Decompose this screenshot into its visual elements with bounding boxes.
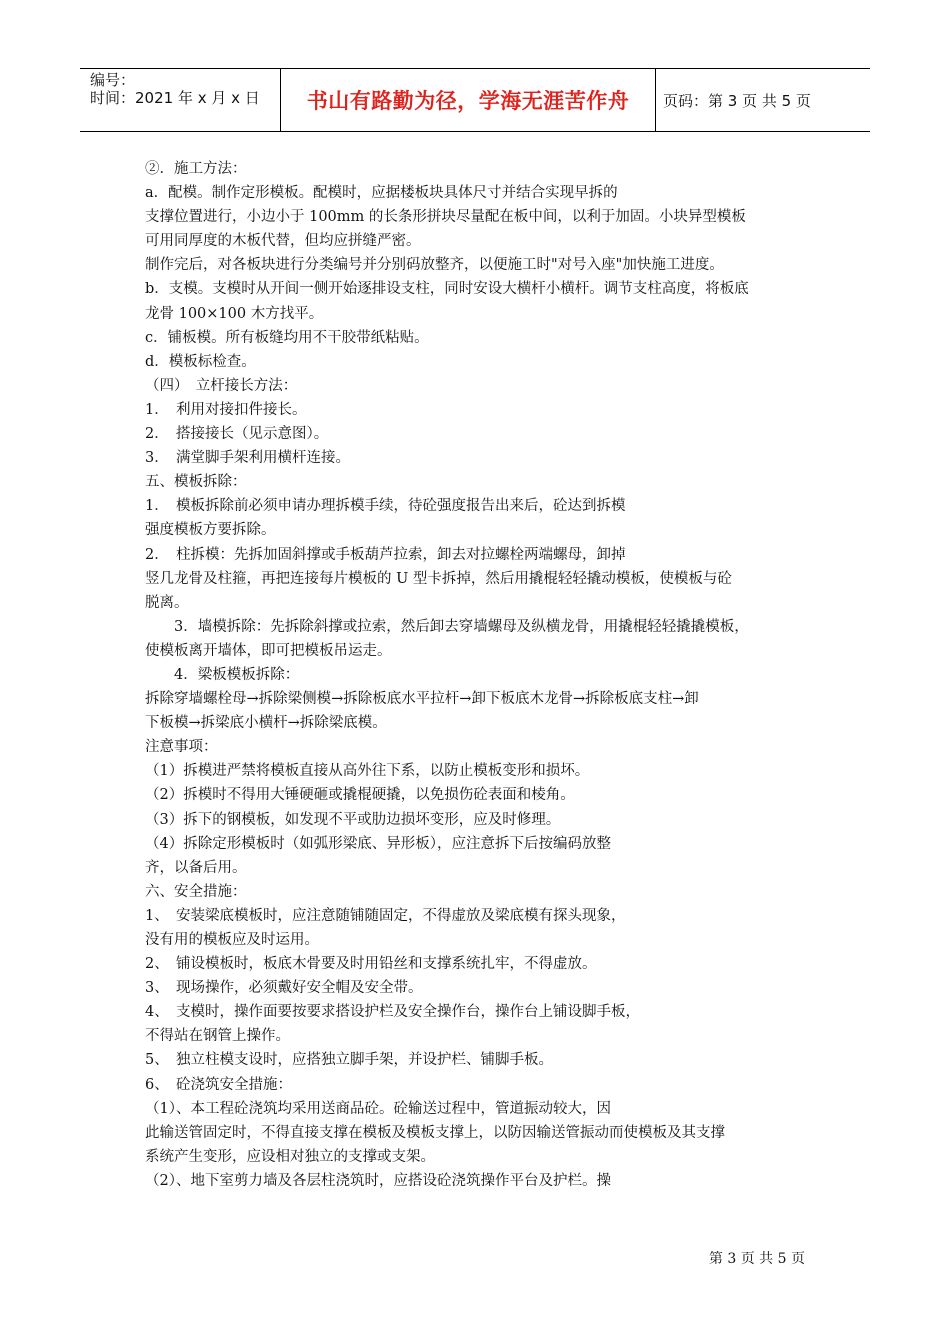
body-line: 支撑位置进行，小边小于 100mm 的长条形拼块尽量配在板中间，以利于加固。小块异型模板 bbox=[145, 209, 746, 226]
body-line: 注意事项： bbox=[145, 739, 218, 756]
body-line: 脱离。 bbox=[145, 594, 189, 611]
motto: 书山有路勤为径，学海无涯苦作舟 bbox=[306, 89, 630, 113]
body-line: 五、模板拆除： bbox=[145, 474, 247, 491]
page-footer: 第 3 页 共 5 页 bbox=[708, 1251, 805, 1267]
body-line: 竖几龙骨及柱箍，再把连接每片模板的 U 型卡拆掉，然后用撬棍轻轻撬动模板，使模板与砼 bbox=[145, 570, 732, 587]
body-line: 六、安全措施： bbox=[145, 883, 247, 900]
document-body bbox=[145, 157, 817, 1193]
body-line: 此输送管固定时，不得直接支撑在模板及模板支撑上，以防因输送管振动而使模板及其支撑 bbox=[145, 1124, 725, 1141]
body-line: 2． 柱拆模：先拆加固斜撑或手板葫芦拉索，卸去对拉螺栓两端螺母，卸掉 bbox=[145, 546, 626, 563]
date-label: 时间：2021 年 x 月 x 日 bbox=[90, 89, 260, 107]
body-line: 强度模板方要拆除。 bbox=[145, 522, 276, 539]
body-line: 4．梁板模板拆除： bbox=[145, 666, 300, 683]
body-line: 使模板离开墙体，即可把模板吊运走。 bbox=[145, 642, 392, 659]
body-line: 1． 利用对接扣件接长。 bbox=[145, 401, 307, 418]
body-line: 齐，以备后用。 bbox=[145, 859, 247, 876]
body-line: 4、 支模时，操作面要按要求搭设护栏及安全操作台，操作台上铺设脚手板， bbox=[145, 1004, 640, 1021]
body-line: 1． 模板拆除前必须申请办理拆模手续，待砼强度报告出来后，砼达到拆模 bbox=[145, 498, 626, 515]
body-line: ②．施工方法： bbox=[145, 161, 247, 177]
body-line: 龙骨 100×100 木方找平。 bbox=[145, 305, 324, 322]
header-page-cell bbox=[655, 69, 870, 131]
body-line: （1）、本工程砼浇筑均采用送商品砼。砼输送过程中，管道振动较大，因 bbox=[145, 1100, 611, 1117]
body-line: 6、 砼浇筑安全措施： bbox=[145, 1076, 292, 1093]
header-motto-cell bbox=[280, 69, 656, 131]
body-line: （2）拆模时不得用大锤硬砸或撬棍硬撬，以免损伤砼表面和棱角。 bbox=[145, 787, 575, 804]
body-line: 不得站在钢管上操作。 bbox=[145, 1028, 290, 1045]
body-line: （2）、地下室剪力墙及各层柱浇筑时，应搭设砼浇筑操作平台及护栏。操 bbox=[145, 1172, 611, 1189]
body-line: （1）拆模进严禁将模板直接从高外往下系，以防止模板变形和损坏。 bbox=[145, 763, 590, 780]
body-line: 没有用的模板应及时运用。 bbox=[145, 932, 319, 948]
body-line: b．支模。支模时从开间一侧开始逐排设支柱，同时安设大横杆小横杆。调节支柱高度，将板底 bbox=[145, 281, 749, 298]
body-line: 可用同厚度的木板代替，但均应拼缝严密。 bbox=[145, 233, 421, 250]
body-line: 5、 独立柱模支设时，应搭独立脚手架，并设护栏、铺脚手板。 bbox=[145, 1052, 553, 1069]
body-line: 2、 铺设模板时，板底木骨要及时用铅丝和支撑系统扎牢，不得虚放。 bbox=[145, 956, 597, 973]
body-line: （3）拆下的钢模板，如发现不平或肋边损坏变形，应及时修理。 bbox=[145, 811, 561, 828]
body-line: 3． 满堂脚手架利用横杆连接。 bbox=[145, 450, 350, 467]
body-line: 拆除穿墙螺栓母→拆除梁侧模→拆除板底水平拉杆→卸下板底木龙骨→拆除板底支柱→卸 bbox=[145, 691, 699, 708]
body-line: （四） 立杆接长方法： bbox=[145, 377, 298, 394]
body-line: （4）拆除定形模板时（如弧形梁底、异形板），应注意拆下后按编码放整 bbox=[145, 835, 611, 852]
document-header bbox=[80, 68, 870, 132]
body-line: 3．墙模拆除：先拆除斜撑或拉索，然后卸去穿墙螺母及纵横龙骨，用撬棍轻轻撬撬模板， bbox=[145, 618, 749, 635]
body-line: 3、 现场操作，必须戴好安全帽及安全带。 bbox=[145, 980, 423, 997]
body-line: a．配模。制作定形模板。配模时，应据楼板块具体尺寸并结合实现早拆的 bbox=[145, 185, 618, 202]
page-info: 页码：第 3 页 共 5 页 bbox=[663, 91, 811, 110]
body-line: d．模板标检查。 bbox=[145, 353, 256, 370]
body-line: 2． 搭接接长（见示意图）。 bbox=[145, 426, 329, 443]
body-line: c．铺板模。所有板缝均用不干胶带纸粘贴。 bbox=[145, 329, 429, 346]
body-line: 系统产生变形，应设相对独立的支撑或支架。 bbox=[145, 1148, 435, 1165]
body-line: 下板模→拆梁底小横杆→拆除梁底模。 bbox=[145, 715, 387, 732]
body-line: 1、 安装梁底模板时，应注意随铺随固定，不得虚放及梁底模有探头现象， bbox=[145, 907, 626, 924]
number-label: 编号： bbox=[90, 71, 136, 89]
header-meta bbox=[80, 69, 280, 131]
body-line: 制作完后，对各板块进行分类编号并分别码放整齐，以便施工时"对号入座"加快施工进度。 bbox=[145, 257, 724, 274]
